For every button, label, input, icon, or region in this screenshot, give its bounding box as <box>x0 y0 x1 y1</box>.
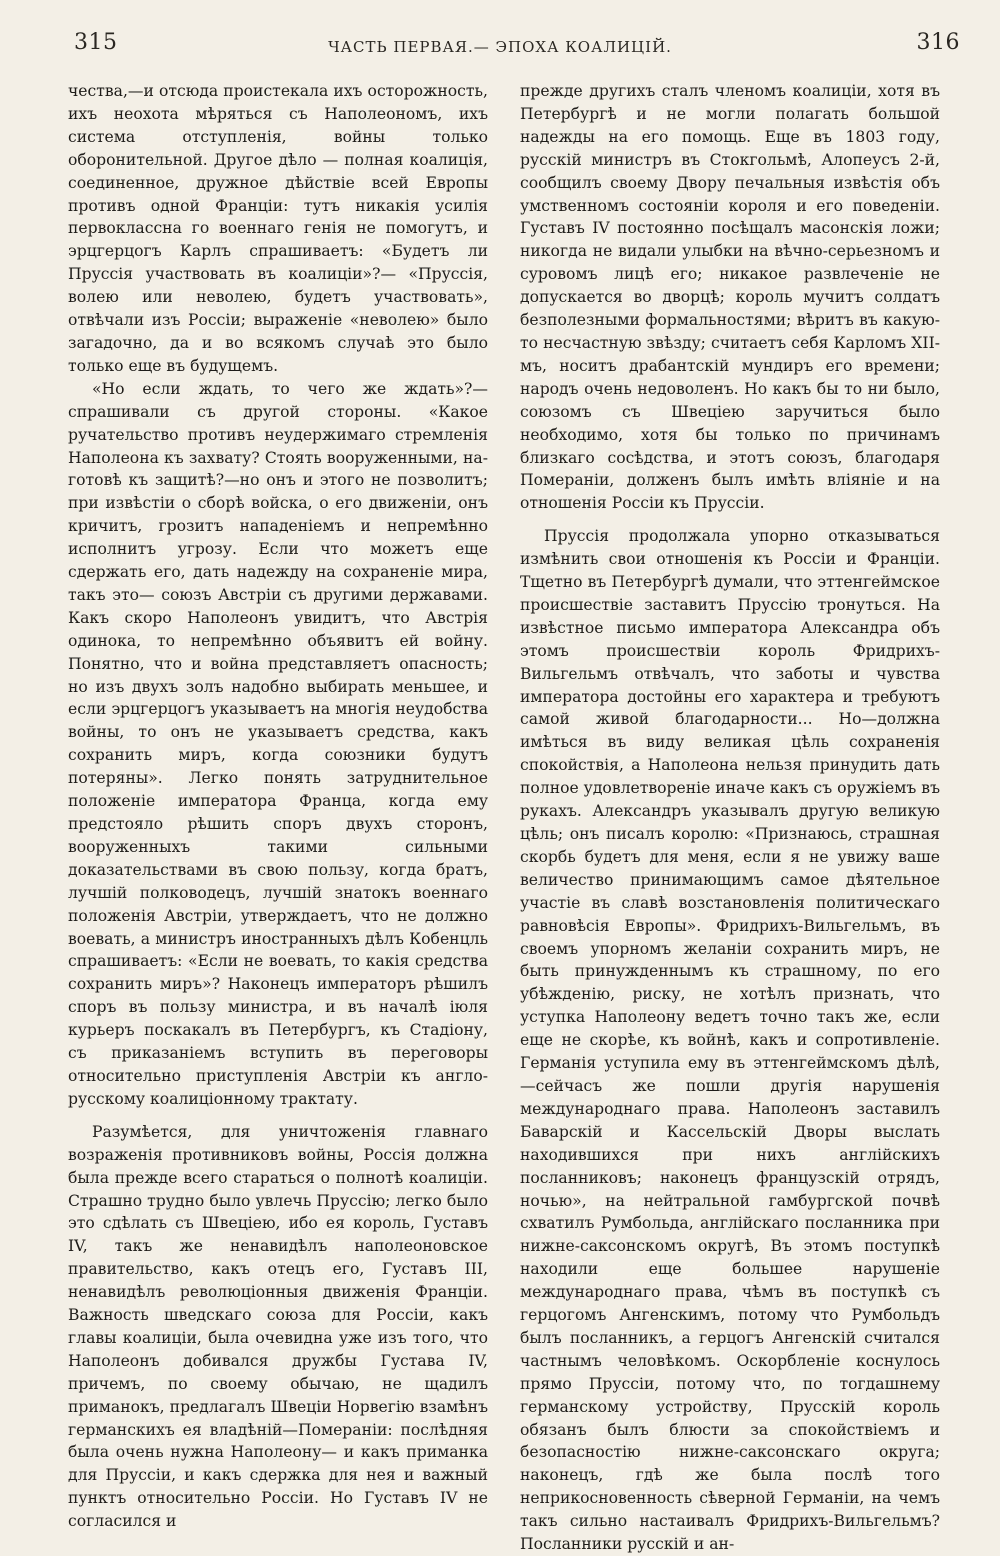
page-number-left: 315 <box>74 30 118 55</box>
running-title: ЧАСТЬ ПЕРВАЯ.— ЭПОХА КОАЛИЦІЙ. <box>328 38 672 56</box>
page-number-right: 316 <box>916 30 960 55</box>
paragraph: прежде другихъ сталъ членомъ коалиціи, хотя въ Петербургѣ и не могли полагать большой надежды на его помощь. Еще въ 1803 году, русскій министръ въ Стокгольмѣ, Алопеусъ 2-й, сообщилъ своему Двору печальныя извѣстія объ умственномъ состояніи короля и его поведеніи. Густавъ IV постоянно посѣщалъ масонскія ложи; никогда не видали улыбки на вѣчно-серьезномъ и суровомъ лицѣ его; никакое развлеченіе не допускается во дворцѣ; король мучитъ солдатъ безполезными формальностями; вѣритъ въ какую-то несчастную звѣзду; считаетъ себя Карломъ XII-мъ, носитъ драбантскій мундиръ его времени; народъ очень недоволенъ. Но какъ бы то ни было, союзомъ съ Швеціею заручиться было необходимо, хотя бы только по причинамъ близкаго сосѣдства, и этотъ союзъ, благодаря Помераніи, долженъ былъ имѣть вліяніе и на отношенія Россіи къ Пруссіи. <box>520 82 940 513</box>
paragraph: чества,—и отсюда проистекала ихъ осторожность, ихъ неохота мѣряться съ Наполеономъ, ихъ система отступленія, войны только оборонительной. Другое дѣло — полная коалиція, соединенное, дружное дѣйствіе всей Европы противъ одной Франціи: тутъ никакія усилія первоклассна го военнаго генія не помогутъ, и эрцгерцогъ Карлъ спрашиваетъ: «Будетъ ли Пруссія участвовать въ коалиціи»?— «Пруссія, волею или неволею, будетъ участвовать», отвѣчали изъ Россіи; выраженіе «неволею» было загадочно, да и во всякомъ случаѣ это было только еще въ будущемъ. <box>68 82 488 375</box>
paragraph: Разумѣется, для уничтоженія главнаго возраженія противниковъ войны, Россія должна была прежде всего стараться о полнотѣ коалиціи. Страшно трудно было увлечь Пруссію; легко было это сдѣлать съ Швеціею, ибо ея король, Густавъ IV, такъ же ненавидѣлъ наполеоновское правительство, какъ отецъ его, Густавъ III, ненавидѣлъ революціонныя движенія Франціи. Важность шведскаго союза для Россіи, какъ главы коалиціи, была очевидна уже изъ того, что Наполеонъ добивался дружбы Густава IV, причемъ, по своему обычаю, не щадилъ приманокъ, предлагалъ Швеціи Норвегію взамѣнъ германскихъ ея владѣній—Помераніи: послѣдняя была очень нужна Наполеону— и какъ приманка для Пруссіи, и какъ сдержка для нея и важный пунктъ относительно Россіи. Но Густавъ IV не согласился и <box>68 1122 488 1531</box>
paragraph: Пруссія продолжала упорно отказываться измѣнить свои отношенія къ Россіи и Франціи. Тщетно въ Петербургѣ думали, что эттенгеймское происшествіе заставитъ Пруссію тронуться. На извѣстное письмо императора Александра объ этомъ происшествіи король Фридрихъ-Вильгельмъ отвѣчалъ, что заботы и чувства императора достойны его характера и требуютъ самой живой благодарности... Но—должна имѣться въ виду великая цѣль сохраненія спокойствія, а Наполеона нельзя принудить дать полное удовлетвореніе иначе какъ съ оружіемъ въ рукахъ. Александръ указывалъ другую великую цѣль; онъ писалъ королю: «Признаюсь, страшная скорбь будетъ для меня, если я не увижу ваше величество принимающимъ самое дѣятельное участіе въ славѣ возстановленія политическаго равновѣсія Европы». Фридрихъ-Вильгельмъ, въ своемъ упорномъ желаніи сохранить миръ, не быть принужденнымъ къ страшному, по его убѣжденію, риску, не хотѣлъ признать, что уступка Наполеону ведетъ точно такъ же, если еще не скорѣе, къ войнѣ, какъ и сопротивленіе. Германія уступила ему въ эттенгеймскомъ дѣлѣ,—сейчасъ же пошли другія нарушенія международнаго права. Наполеонъ заставилъ Баварскій и Кассельскій Дворы выслать находившихся при нихъ англійскихъ посланниковъ; наконецъ французскій отрядъ, ночью», на нейтральной гамбургской почвѣ схватилъ Румбольда, англійскаго посланника при нижне-саксонскомъ округѣ, Въ этомъ поступкѣ находили еще большее нарушеніе международнаго права, чѣмъ въ поступкѣ съ герцогомъ Ангенскимъ, потому что Румбольдъ былъ посланникъ, а герцогъ Ангенскій считался частнымъ человѣкомъ. Оскорбленіе коснулось прямо Пруссіи, потому что, по тогдашнему германскому устройству, Прусскій король обязанъ былъ блюсти за спокойствіемъ и безопасностію нижне-саксонскаго округа; наконецъ, гдѣ же была послѣ того неприкосновенность сѣверной Германіи, на чемъ такъ сильно настаивалъ Фридрихъ-Вильгельмъ? Посланники русскій и ан- <box>520 527 940 1554</box>
paragraph: «Но если ждать, то чего же ждать»?—спрашивали съ другой стороны. «Какое ручательство противъ неудержимаго стремленія Наполеона къ захвату? Стоять вооруженными, на-готовѣ къ защитѣ?—но онъ и этого не позволитъ; при извѣстіи о сборѣ войска, о его движеніи, онъ кричитъ, грозитъ нападеніемъ и непремѣнно исполнитъ угрозу. Если что можетъ еще сдержать его, дать надежду на сохраненіе мира, такъ это— союзъ Австріи съ другими державами. Какъ скоро Наполеонъ увидитъ, что Австрія одинока, то непремѣнно объявитъ ей войну. Понятно, что и война представляетъ опасность; но изъ двухъ золъ надобно выбирать меньшее, и если эрцгерцогъ указываетъ на многія неудобства войны, то онъ не указываетъ средства, какъ сохранить миръ, когда союзники будутъ потеряны». Легко понять затруднительное положеніе императора Франца, когда ему предстояло рѣшить споръ двухъ сторонъ, вооруженныхъ такими сильными доказательствами въ свою пользу, когда братъ, лучшій полководецъ, лучшій знатокъ военнаго положенія Австріи, утверждаетъ, что не должно воевать, а министръ иностранныхъ дѣлъ Кобенцль спрашиваетъ: «Если не воевать, то какія средства сохранить миръ»? Наконецъ императоръ рѣшилъ споръ въ пользу министра, и въ началѣ іюля курьеръ поскакалъ въ Петербургъ, къ Стадіону, съ приказаніемъ вступить въ переговоры относительно приступленія Австріи къ англо-русскому коалиціонному трактату. <box>68 379 488 1108</box>
left-column <box>68 80 488 1533</box>
right-column <box>520 80 940 1556</box>
